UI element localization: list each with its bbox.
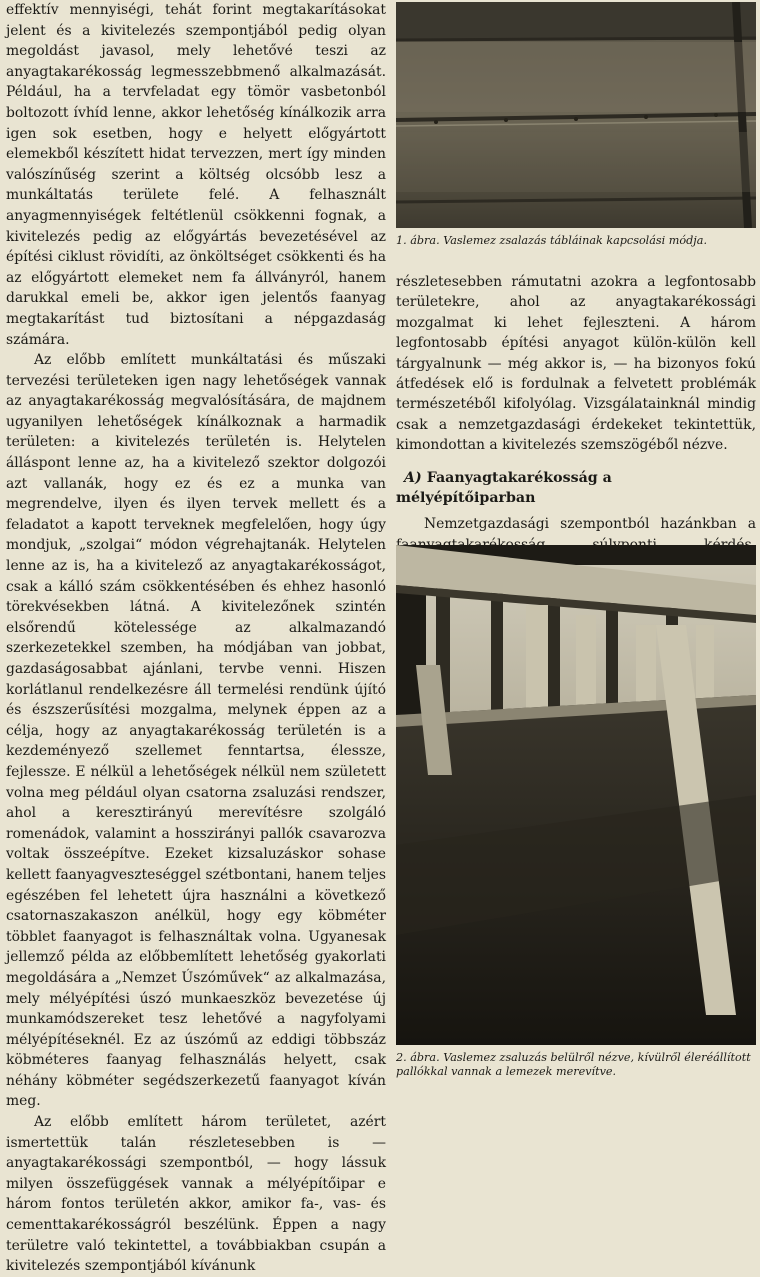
figure-2-label: 2. ábra.: [396, 1051, 440, 1064]
right-paragraph-2: Nemzetgazdasági szempontból hazánkban a: [424, 516, 756, 533]
left-text-column: [6, 0, 386, 1277]
section-heading-text: Faanyagtakarékosság a mélyépítőiparban: [396, 469, 612, 507]
figure-1-caption-text: Vaslemez zsalazás tábláinak kapcsolási módja.: [443, 234, 707, 247]
figure-2-image: [396, 545, 756, 1045]
figure-1-caption: [396, 234, 758, 248]
figure-2-caption: [396, 1051, 758, 1079]
figure-2-photo: [396, 545, 756, 1045]
right-paragraph-1: részletesebben rámutatni azokra a legfontosabb területekre, ahol az anyagtakarékossági mozgalmat ki lehet fejleszteni. A három legfontosabb építési anyagot külön-külön kell tárgyalnunk — még akkor is, — ha bizonyos fokú átfedések elő is fordulnak a felvetett problémák természetéből kifolyólag. Vizsgálatainknál mindig csak a nemzetgazdasági érdekeket tekintettük, kimondottan a kivitelezés szemszögéből nézve.: [396, 274, 756, 454]
left-paragraph-1: effektív mennyiségi, tehát forint megtakarításokat jelent és a kivitelezés szempontjából pedig olyan megoldást javasol, mely lehetővé teszi az anyagtakarékosság legmesszebbmenő alkalmazását. Például, ha a tervfeladat egy tömör vasbetonból boltozott ívhíd lenne, akkor lehetőség kínálkozik arra igen sok esetben, hogy e helyett előgyártott elemekből készített hidat tervezzen, mert így minden valószínűség szerint a költség olcsóbb lesz a munkáltatás területe felé. A felhasznált anyagmennyiségek feltétlenül csökkenni fognak, a kivitelezés pedig az előgyártás bevezetésével az építési ciklust rövidíti, az önköltséget csökkenti és ha az előgyártott elemeket nem fa állványról, hanem darukkal emeli be, akkor igen jelentős faanyag megtakarítást tud biztosítani a népgazdaság számára.: [6, 2, 386, 348]
section-heading-letter: A): [404, 469, 422, 486]
figure-1-image: [396, 2, 756, 228]
figure-1-photo: [396, 2, 756, 228]
figure-2-caption-text: Vaslemez zsaluzás belülről nézve, kívülről éleréállított pallókkal vannak a lemezek merevítve.: [396, 1051, 751, 1078]
section-heading: [396, 468, 756, 509]
right-text-column: [396, 272, 756, 576]
left-paragraph-3: Az előbb említett három területet, azért ismertettük talán részletesebben is — anyagtakarékossági szempontból, — hogy lássuk milyen összefüggések vannak a mélyépítőipar e három fontos területén akkor, amikor fa-, vas- és cementtakarékosságról beszélünk. Éppen a nagy területre való tekintettel, a továbbiakban csupán a kivitelezés szempontjából kívánunk: [6, 1114, 386, 1275]
figure-1-label: 1. ábra.: [396, 234, 440, 247]
left-paragraph-2: Az előbb említett munkáltatási és műszaki tervezési területeken igen nagy lehetőségek vannak az anyagtakarékosság megvalósítására, de majdnem ugyanilyen lehetőségek kínálkoznak a harmadik területen: a kivitelezés területén is. Helytelen álláspont lenne az, ha a kivitelező szektor dolgozói azt vallanák, hogy ez és ez a munka van megrendelve, ilyen és ilyen tervek mellett és a feladatot a kapott terveknek megfelelően, hogy úgy mondjuk, „szolgai“ módon végrehajtanák. Helytelen lenne az is, ha a kivitelező az anyagtakarékosságot, csak a kálló szám csökkentésében és ehhez hasonló törekvésekben látná. A kivitelezőnek szintén elsőrendű kötelessége az alkalmazandó szerkezetekkel szemben, ha módjában van jobbat, gazdaságosabbat ajánlani, tervbe venni. Hiszen korlátlanul rendelkezésre áll termelési rendünk újító és észszerűsítési mozgalma, melynek éppen az a célja, hogy az anyagtakarékosság területén is a kezdeményező szellemet fenntartsa, élessze, fejlessze. E nélkül a lehetőségek nélkül nem született volna meg például olyan csatorna zsaluzási rendszer, ahol a keresztirányú merevítésre szolgáló romenádok, valamint a hosszirányi pallók csavarozva voltak összeépítve. Ezeket kizsaluzáskor sohase kellett faanyagveszteséggel szétbontani, hanem teljes egészében fel lehetett újra használni a következő csatornaszakaszon anélkül, hogy egy köbméter többlet faanyagot is felhasználtak volna. Ugyanesak jellemző példa az előbbemlített lehetőség gyakorlati megoldására a „Nemzet Úszóművek“ az alkalmazása, mely mélyépítési úszó munkaeszköz bevezetése új munkamódszereket tesz lehetővé a nagyfolyami mélyépítéseknél. Ez az úszómű az eddigi többszáz köbméteres faanyag felhasználás helyett, csak néhány köbméter segédszerkezetű faanyagot kíván meg.: [6, 352, 386, 1110]
